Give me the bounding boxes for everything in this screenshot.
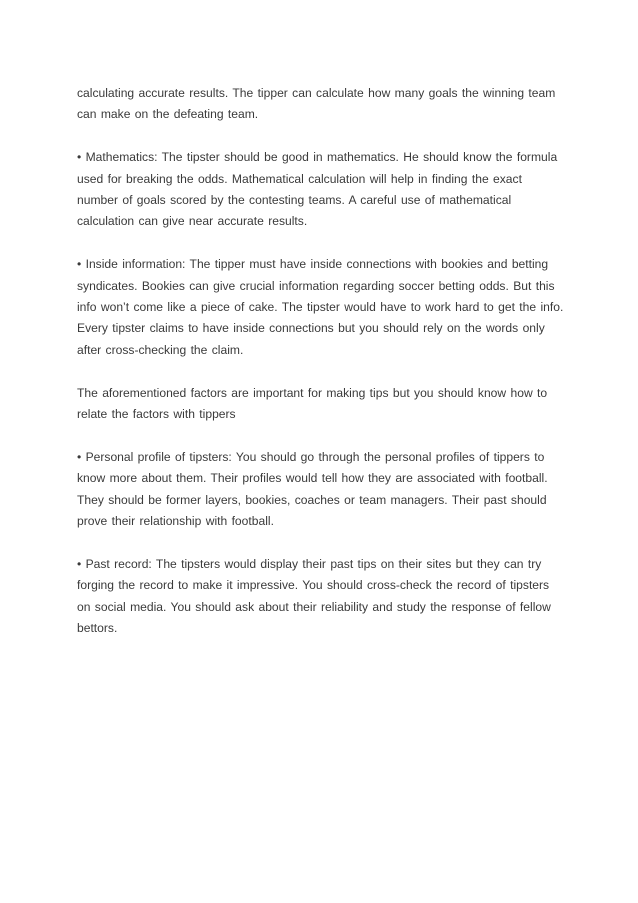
text-line: can make on the defeating team. [77, 107, 259, 122]
paragraph-calculation-results [77, 83, 565, 126]
text-line: The aforementioned factors are important for making tips but you should know how to [77, 385, 548, 400]
text-line: forging the record to make it impressive. You should cross-check the record of tipsters [77, 578, 550, 593]
text-line: • Mathematics: The tipster should be good in mathematics. He should know the formula [77, 150, 558, 165]
text-line: relate the factors with tippers [77, 407, 236, 422]
paragraph-personal-profile [77, 447, 565, 533]
text-line: prove their relationship with football. [77, 514, 274, 529]
paragraph-aforementioned-factors [77, 383, 565, 426]
paragraph-past-record [77, 554, 565, 640]
paragraph-inside-information [77, 254, 565, 361]
text-line: They should be former layers, bookies, coaches or team managers. Their past should [77, 492, 547, 507]
text-line: syndicates. Bookies can give crucial information regarding soccer betting odds. But this [77, 278, 555, 293]
text-line: calculating accurate results. The tipper can calculate how many goals the winning team [77, 86, 556, 100]
text-line: • Personal profile of tipsters: You should go through the personal profiles of tippers to [77, 449, 545, 464]
text-line: • Inside information: The tipper must have inside connections with bookies and betting [77, 257, 549, 272]
text-line: calculation can give near accurate results. [77, 214, 308, 229]
paragraph-mathematics [77, 147, 565, 233]
text-line: after cross-checking the claim. [77, 342, 244, 357]
text-line: used for breaking the odds. Mathematical calculation will help in finding the exact [77, 171, 522, 186]
text-line: number of goals scored by the contesting teams. A careful use of mathematical [77, 193, 512, 208]
text-line: on social media. You should ask about their reliability and study the response of fellow [77, 599, 551, 614]
text-line: • Past record: The tipsters would display their past tips on their sites but they can try [77, 556, 542, 571]
text-line: know more about them. Their profiles would tell how they are associated with football. [77, 471, 548, 486]
text-line: Every tipster claims to have inside connections but you should rely on the words only [77, 321, 545, 336]
text-line: bettors. [77, 621, 118, 636]
text-line: info won’t come like a piece of cake. The tipster would have to work hard to get the info. [77, 300, 564, 315]
document-body [77, 83, 565, 661]
